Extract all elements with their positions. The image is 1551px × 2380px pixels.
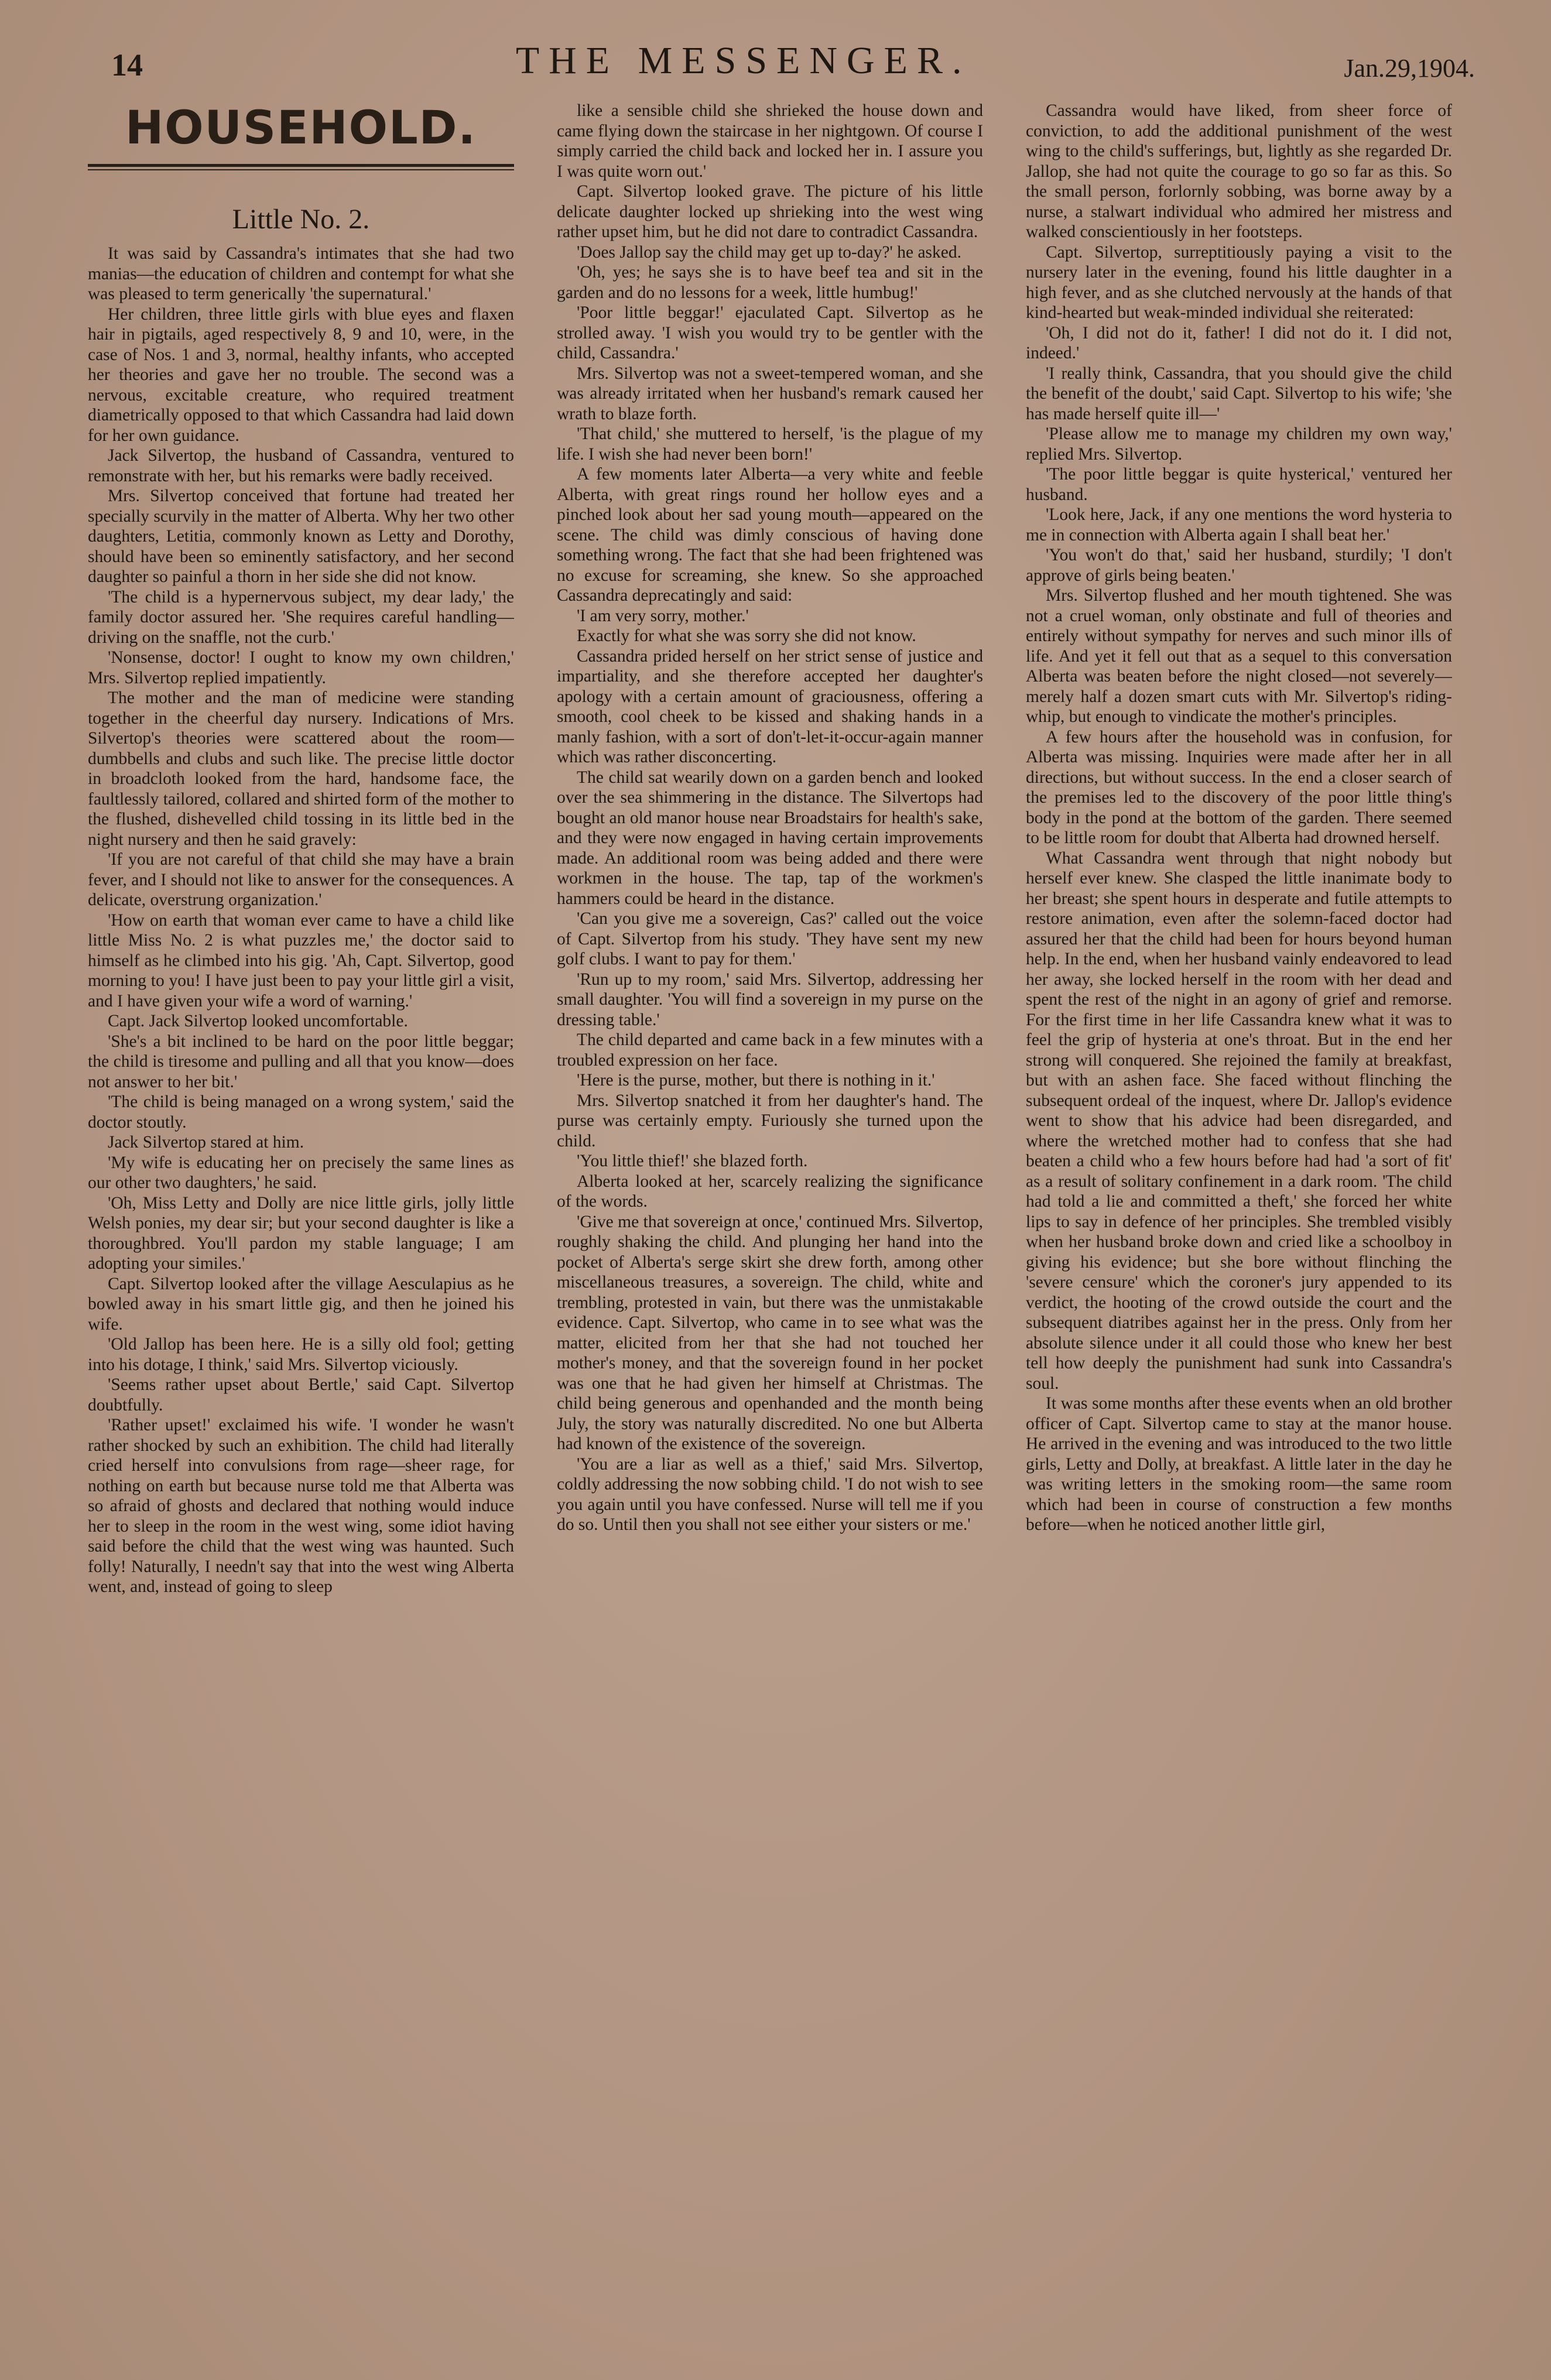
- column-1: [88, 101, 514, 2361]
- paragraph: Her children, three little girls with blue eyes and flaxen hair in pigtails, aged respectively 8, 9 and 10, were, in the case of Nos. 1 and 3, normal, healthy infants, who accepted her theories and gave her no trouble. The second was a nervous, excitable creature, who required treatment diametrically opposed to that which Cassandra had laid down for her own guidance.: [88, 304, 514, 445]
- paragraph: Cassandra would have liked, from sheer force of conviction, to add the additional punishment of the west wing to the child's sufferings, but, lightly as she regarded Dr. Jallop, she had not quite the courage to go so far as this. So the small person, forlornly sobbing, was borne away by a nurse, a stalwart individual who admired her mistress and walked conscientiously in her footsteps.: [1026, 101, 1452, 241]
- paragraph: 'Poor little beggar!' ejaculated Capt. Silvertop as he strolled away. 'I wish you would try to be gentler with the child, Cassandra.': [557, 303, 983, 362]
- paragraph: 'Oh, yes; he says she is to have beef tea and sit in the garden and do no lessons for a week, little humbug!': [557, 263, 983, 302]
- paragraph: A few moments later Alberta—a very white and feeble Alberta, with great rings round her hollow eyes and a pinched look about her sad young mouth—appeared on the scene. The child was dimly conscious of having done something wrong. The fact that she had been frightened was no excuse for screaming, she knew. So she approached Cassandra deprecatingly and said:: [557, 465, 983, 605]
- title-rule: [88, 164, 514, 170]
- paragraph: 'My wife is educating her on precisely the same lines as our other two daughters,' he said.: [88, 1153, 514, 1192]
- paragraph: 'Give me that sovereign at once,' continued Mrs. Silvertop, roughly shaking the child. And plunging her hand into the pocket of Alberta's serge skirt she drew forth, among other miscellaneous treasures, a sovereign. The child, white and trembling, protested in vain, but there was the unmistakable evidence. Capt. Silvertop, who came in to see what was the matter, elicited from her that she had not touched her mother's money, and that the sovereign found in her pocket was one that he had given her himself at Christmas. The child being generous and openhanded and the month being July, the story was naturally discredited. No one but Alberta had known of the existence of the sovereign.: [557, 1212, 983, 1453]
- column-2: [557, 101, 983, 2361]
- story-title: Little No. 2.: [232, 204, 370, 235]
- paragraph: Mrs. Silvertop flushed and her mouth tightened. She was not a cruel woman, only obstinate and full of theories and entirely without sympathy for nerves and such minor ills of life. And yet it fell out that as a sequel to this conversation Alberta was beaten before the night closed—not severely—merely half a dozen smart cuts with Mr. Silvertop's riding-whip, but enough to vindicate the mother's principles.: [1026, 586, 1452, 726]
- paragraph: 'Nonsense, doctor! I ought to know my own children,' Mrs. Silvertop replied impatiently.: [88, 648, 514, 687]
- paragraph: 'The poor little beggar is quite hysterical,' ventured her husband.: [1026, 465, 1452, 504]
- paragraph: Alberta looked at her, scarcely realizing the significance of the words.: [557, 1172, 983, 1211]
- paragraph: 'Run up to my room,' said Mrs. Silvertop, addressing her small daughter. 'You will find a sovereign in my purse on the dressing table.': [557, 970, 983, 1029]
- paragraph: 'If you are not careful of that child she may have a brain fever, and I should not like to answer for the consequences. A delicate, overstrung organization.': [88, 850, 514, 909]
- masthead: THE MESSENGER.: [515, 39, 971, 82]
- paragraph: Capt. Silvertop looked after the village Aesculapius as he bowled away in his smart little gig, and then he joined his wife.: [88, 1274, 514, 1334]
- paragraph: Exactly for what she was sorry she did not know.: [577, 626, 916, 645]
- column-3: [1026, 101, 1452, 2361]
- paragraph: 'Oh, I did not do it, father! I did not do it. I did not, indeed.': [1026, 323, 1452, 362]
- paragraph: Jack Silvertop, the husband of Cassandra, ventured to remonstrate with her, but his remarks were badly received.: [88, 446, 514, 485]
- paragraph: 'The child is being managed on a wrong system,' said the doctor stoutly.: [88, 1093, 514, 1132]
- paragraph: Capt. Jack Silvertop looked uncomfortable.: [108, 1012, 408, 1030]
- paragraph: A few hours after the household was in confusion, for Alberta was missing. Inquiries were made after her in all directions, but without success. In the end a closer search of the premises led to the discovery of the poor little thing's body in the pond at the bottom of the garden. There seemed to be little room for doubt that Alberta had drowned herself.: [1026, 727, 1452, 847]
- paragraph: 'Please allow me to manage my children my own way,' replied Mrs. Silvertop.: [1026, 424, 1452, 464]
- paragraph: 'I am very sorry, mother.': [577, 606, 749, 625]
- paragraph: The mother and the man of medicine were standing together in the cheerful day nursery. Indications of Mrs. Silvertop's theories were scattered about the room—dumbbells and clubs and such like. The precise little doctor in broadcloth looked from the hard, handsome face, the faultlessly tailored, collared and shirted form of the mother to the flushed, dishevelled child tossing in its little bed in the night nursery and then he said gravely:: [88, 689, 514, 849]
- paragraph: Cassandra prided herself on her strict sense of justice and impartiality, and she therefore accepted her daughter's apology with a certain amount of graciousness, offering a smooth, cool cheek to be kissed and shaking hands in a manly fashion, with a sort of don't-let-it-occur-again manner which was rather disconcerting.: [557, 646, 983, 766]
- paragraph: 'Does Jallop say the child may get up to-day?' he asked.: [577, 242, 961, 262]
- paragraph: 'How on earth that woman ever came to have a child like little Miss No. 2 is what puzzles me,' the doctor said to himself as he climbed into his gig. 'Ah, Capt. Silvertop, good morning to you! I have just been to pay your little girl a visit, and I have given your wife a word of warning.': [88, 910, 514, 1011]
- paragraph: 'She's a bit inclined to be hard on the poor little beggar; the child is tiresome and pulling and all that you know—does not answer to her bit.': [88, 1032, 514, 1091]
- paragraph: 'Can you give me a sovereign, Cas?' called out the voice of Capt. Silvertop from his study. 'They have sent my new golf clubs. I want to pay for them.': [557, 909, 983, 968]
- page-header: [111, 36, 1475, 83]
- section-title: HOUSEHOLD.: [125, 102, 477, 155]
- page-number: 14: [111, 47, 143, 83]
- paragraph: It was some months after these events when an old brother officer of Capt. Silvertop came to stay at the manor house. He arrived in the evening and was introduced to the two little girls, Letty and Dolly, at breakfast. A little later in the day he was writing letters in the smoking room—the same room which had been in course of construction a few months before—when he noticed another little girl,: [1026, 1394, 1452, 1534]
- paragraph: Mrs. Silvertop was not a sweet-tempered woman, and she was already irritated when her husband's remark caused her wrath to blaze forth.: [557, 364, 983, 423]
- paragraph: Jack Silvertop stared at him.: [108, 1133, 304, 1152]
- paragraph: Mrs. Silvertop snatched it from her daughter's hand. The purse was certainly empty. Furiously she turned upon the child.: [557, 1091, 983, 1150]
- paragraph: 'That child,' she muttered to herself, 'is the plague of my life. I wish she had never been born!': [557, 424, 983, 464]
- issue-date: Jan.29,1904.: [1344, 54, 1475, 83]
- paragraph: 'You little thief!' she blazed forth.: [577, 1152, 808, 1170]
- paragraph: 'Old Jallop has been here. He is a silly old fool; getting into his dotage, I think,' said Mrs. Silvertop viciously.: [88, 1335, 514, 1374]
- paragraph: It was said by Cassandra's intimates that she had two manias—the education of children and contempt for what she was pleased to term generically 'the supernatural.': [88, 244, 514, 303]
- paragraph: Capt. Silvertop, surreptitiously paying a visit to the nursery later in the evening, found his little daughter in a high fever, and as she clutched nervously at the hands of that kind-hearted but weak-minded individual she reiterated:: [1026, 242, 1452, 322]
- paragraph: The child sat wearily down on a garden bench and looked over the sea shimmering in the distance. The Silvertops had bought an old manor house near Broadstairs for health's sake, and they were now engaged in having certain improvements made. An additional room was being added and there were workmen in the house. The tap, tap of the workmen's hammers could be heard in the distance.: [557, 768, 983, 908]
- paragraph: 'I really think, Cassandra, that you should give the child the benefit of the doubt,' said Capt. Silvertop to his wife; 'she has made herself quite ill—': [1026, 364, 1452, 423]
- paragraph: 'The child is a hypernervous subject, my dear lady,' the family doctor assured her. 'She requires careful handling—driving on the snaffle, not the curb.': [88, 587, 514, 647]
- paragraph: 'Seems rather upset about Bertle,' said Capt. Silvertop doubtfully.: [88, 1375, 514, 1415]
- paragraph: Capt. Silvertop looked grave. The picture of his little delicate daughter locked up shrieking into the west wing rather upset him, but he did not dare to contradict Cassandra.: [557, 182, 983, 241]
- paragraph: Mrs. Silvertop conceived that fortune had treated her specially scurvily in the matter of Alberta. Why her two other daughters, Letitia, commonly known as Letty and Dorothy, should have been so eminently satisfactory, and her second daughter so painful a thorn in her side she did not know.: [88, 487, 514, 586]
- paragraph: like a sensible child she shrieked the house down and came flying down the staircase in her nightgown. Of course I simply carried the child back and locked her in. I assure you I was quite worn out.': [557, 101, 983, 181]
- paragraph: The child departed and came back in a few minutes with a troubled expression on her face.: [557, 1030, 983, 1070]
- paragraph: 'Rather upset!' exclaimed his wife. 'I wonder he wasn't rather shocked by such an exhibition. The child had literally cried herself into convulsions from rage—sheer rage, for nothing on earth but because nurse told me that Alberta was so afraid of ghosts and declared that nothing would induce her to sleep in the room in the west wing, some idiot having said before the child that the west wing was haunted. Such folly! Naturally, I needn't say that into the west wing Alberta went, and, instead of going to sleep: [88, 1416, 514, 1596]
- paragraph: 'Look here, Jack, if any one mentions the word hysteria to me in connection with Alberta again I shall beat her.': [1026, 505, 1452, 545]
- paragraph: 'Here is the purse, mother, but there is nothing in it.': [577, 1071, 935, 1090]
- text-columns: [88, 101, 1452, 2361]
- paragraph: 'You are a liar as well as a thief,' said Mrs. Silvertop, coldly addressing the now sobbing child. 'I do not wish to see you again until you have confessed. Nurse will tell me if you do so. Until then you shall not see either your sisters or me.': [557, 1454, 983, 1534]
- paragraph: 'You won't do that,' said her husband, sturdily; 'I don't approve of girls being beaten.': [1026, 546, 1452, 585]
- paragraph: What Cassandra went through that night nobody but herself ever knew. She clasped the little inanimate body to her breast; she spent hours in desperate and futile attempts to restore animation, even after the solemn-faced doctor had assured her that the child had been for hours beyond human help. In the end, when her husband vainly endeavored to lead her away, she locked herself in the room with her dead and spent the rest of the night in an agony of grief and remorse. For the first time in her life Cassandra knew what it was to feel the grip of hysteria at one's throat. But in the end her strong will conquered. She rejoined the family at breakfast, but with an ashen face. She faced without flinching the subsequent ordeal of the inquest, where Dr. Jallop's evidence went to show that his advice had been disregarded, and where the wretched mother had to confess that she had beaten a child who a few hours before had had 'a sort of fit' as a result of solitary confinement in a dark room. 'The child had told a lie and committed a theft,' she forced her white lips to say in defence of her principles. She trembled visibly when her husband broke down and cried like a schoolboy in giving his evidence; but she bore without flinching the 'severe censure' which the coroner's jury appended to its verdict, the hooting of the crowd outside the court and the subsequent diatribes against her in the press. Only from her absolute silence under it all could those who knew her best tell how deeply the punishment had sunk into Cassandra's soul.: [1026, 848, 1452, 1393]
- paragraph: 'Oh, Miss Letty and Dolly are nice little girls, jolly little Welsh ponies, my dear sir; but your second daughter is like a thoroughbred. You'll pardon my stable language; I am adopting your similes.': [88, 1193, 514, 1273]
